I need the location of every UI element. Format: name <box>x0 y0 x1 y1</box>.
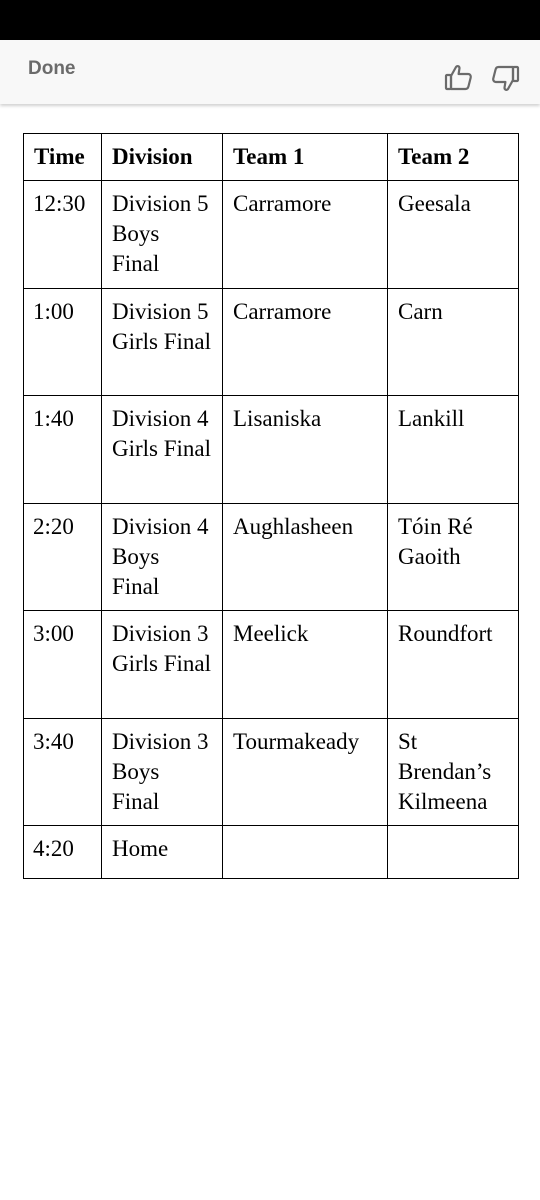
cell-time: 1:00 <box>24 288 102 396</box>
cell-time: 12:30 <box>24 181 102 289</box>
cell-team-1: Tourmakeady <box>223 718 388 826</box>
cell-division: Home <box>102 826 223 879</box>
header-team-1: Team 1 <box>223 134 388 181</box>
cell-team-1: Aughlasheen <box>223 503 388 611</box>
cell-team-1 <box>223 826 388 879</box>
cell-division: Division 5 Boys Final <box>102 181 223 289</box>
table-row <box>24 611 519 719</box>
done-button[interactable]: Done <box>28 58 76 79</box>
cell-team-1: Lisaniska <box>223 396 388 504</box>
table-row <box>24 288 519 396</box>
cell-team-2: St Brendan’s Kilmeena <box>388 718 519 826</box>
cell-team-2: Tóin Ré Gaoith <box>388 503 519 611</box>
cell-division: Division 4 Boys Final <box>102 503 223 611</box>
status-bar <box>0 0 540 40</box>
header-time: Time <box>24 134 102 181</box>
cell-time: 3:00 <box>24 611 102 719</box>
table-row <box>24 503 519 611</box>
cell-division: Division 4 Girls Final <box>102 396 223 504</box>
cell-division: Division 3 Boys Final <box>102 718 223 826</box>
thumbs-down-icon[interactable] <box>489 62 521 94</box>
cell-time: 4:20 <box>24 826 102 879</box>
cell-time: 1:40 <box>24 396 102 504</box>
table-header-row <box>24 134 519 181</box>
cell-team-2: Roundfort <box>388 611 519 719</box>
cell-team-1: Carramore <box>223 181 388 289</box>
cell-team-1: Carramore <box>223 288 388 396</box>
header-team-2: Team 2 <box>388 134 519 181</box>
cell-team-2: Lankill <box>388 396 519 504</box>
table-row <box>24 718 519 826</box>
table-row <box>24 396 519 504</box>
toolbar <box>0 40 540 104</box>
table-row <box>24 826 519 879</box>
cell-time: 2:20 <box>24 503 102 611</box>
table-row <box>24 181 519 289</box>
schedule-table <box>23 133 519 879</box>
cell-time: 3:40 <box>24 718 102 826</box>
cell-team-2 <box>388 826 519 879</box>
thumbs-up-icon[interactable] <box>443 62 475 94</box>
header-division: Division <box>102 134 223 181</box>
cell-team-1: Meelick <box>223 611 388 719</box>
cell-division: Division 5 Girls Final <box>102 288 223 396</box>
cell-division: Division 3 Girls Final <box>102 611 223 719</box>
cell-team-2: Carn <box>388 288 519 396</box>
cell-team-2: Geesala <box>388 181 519 289</box>
